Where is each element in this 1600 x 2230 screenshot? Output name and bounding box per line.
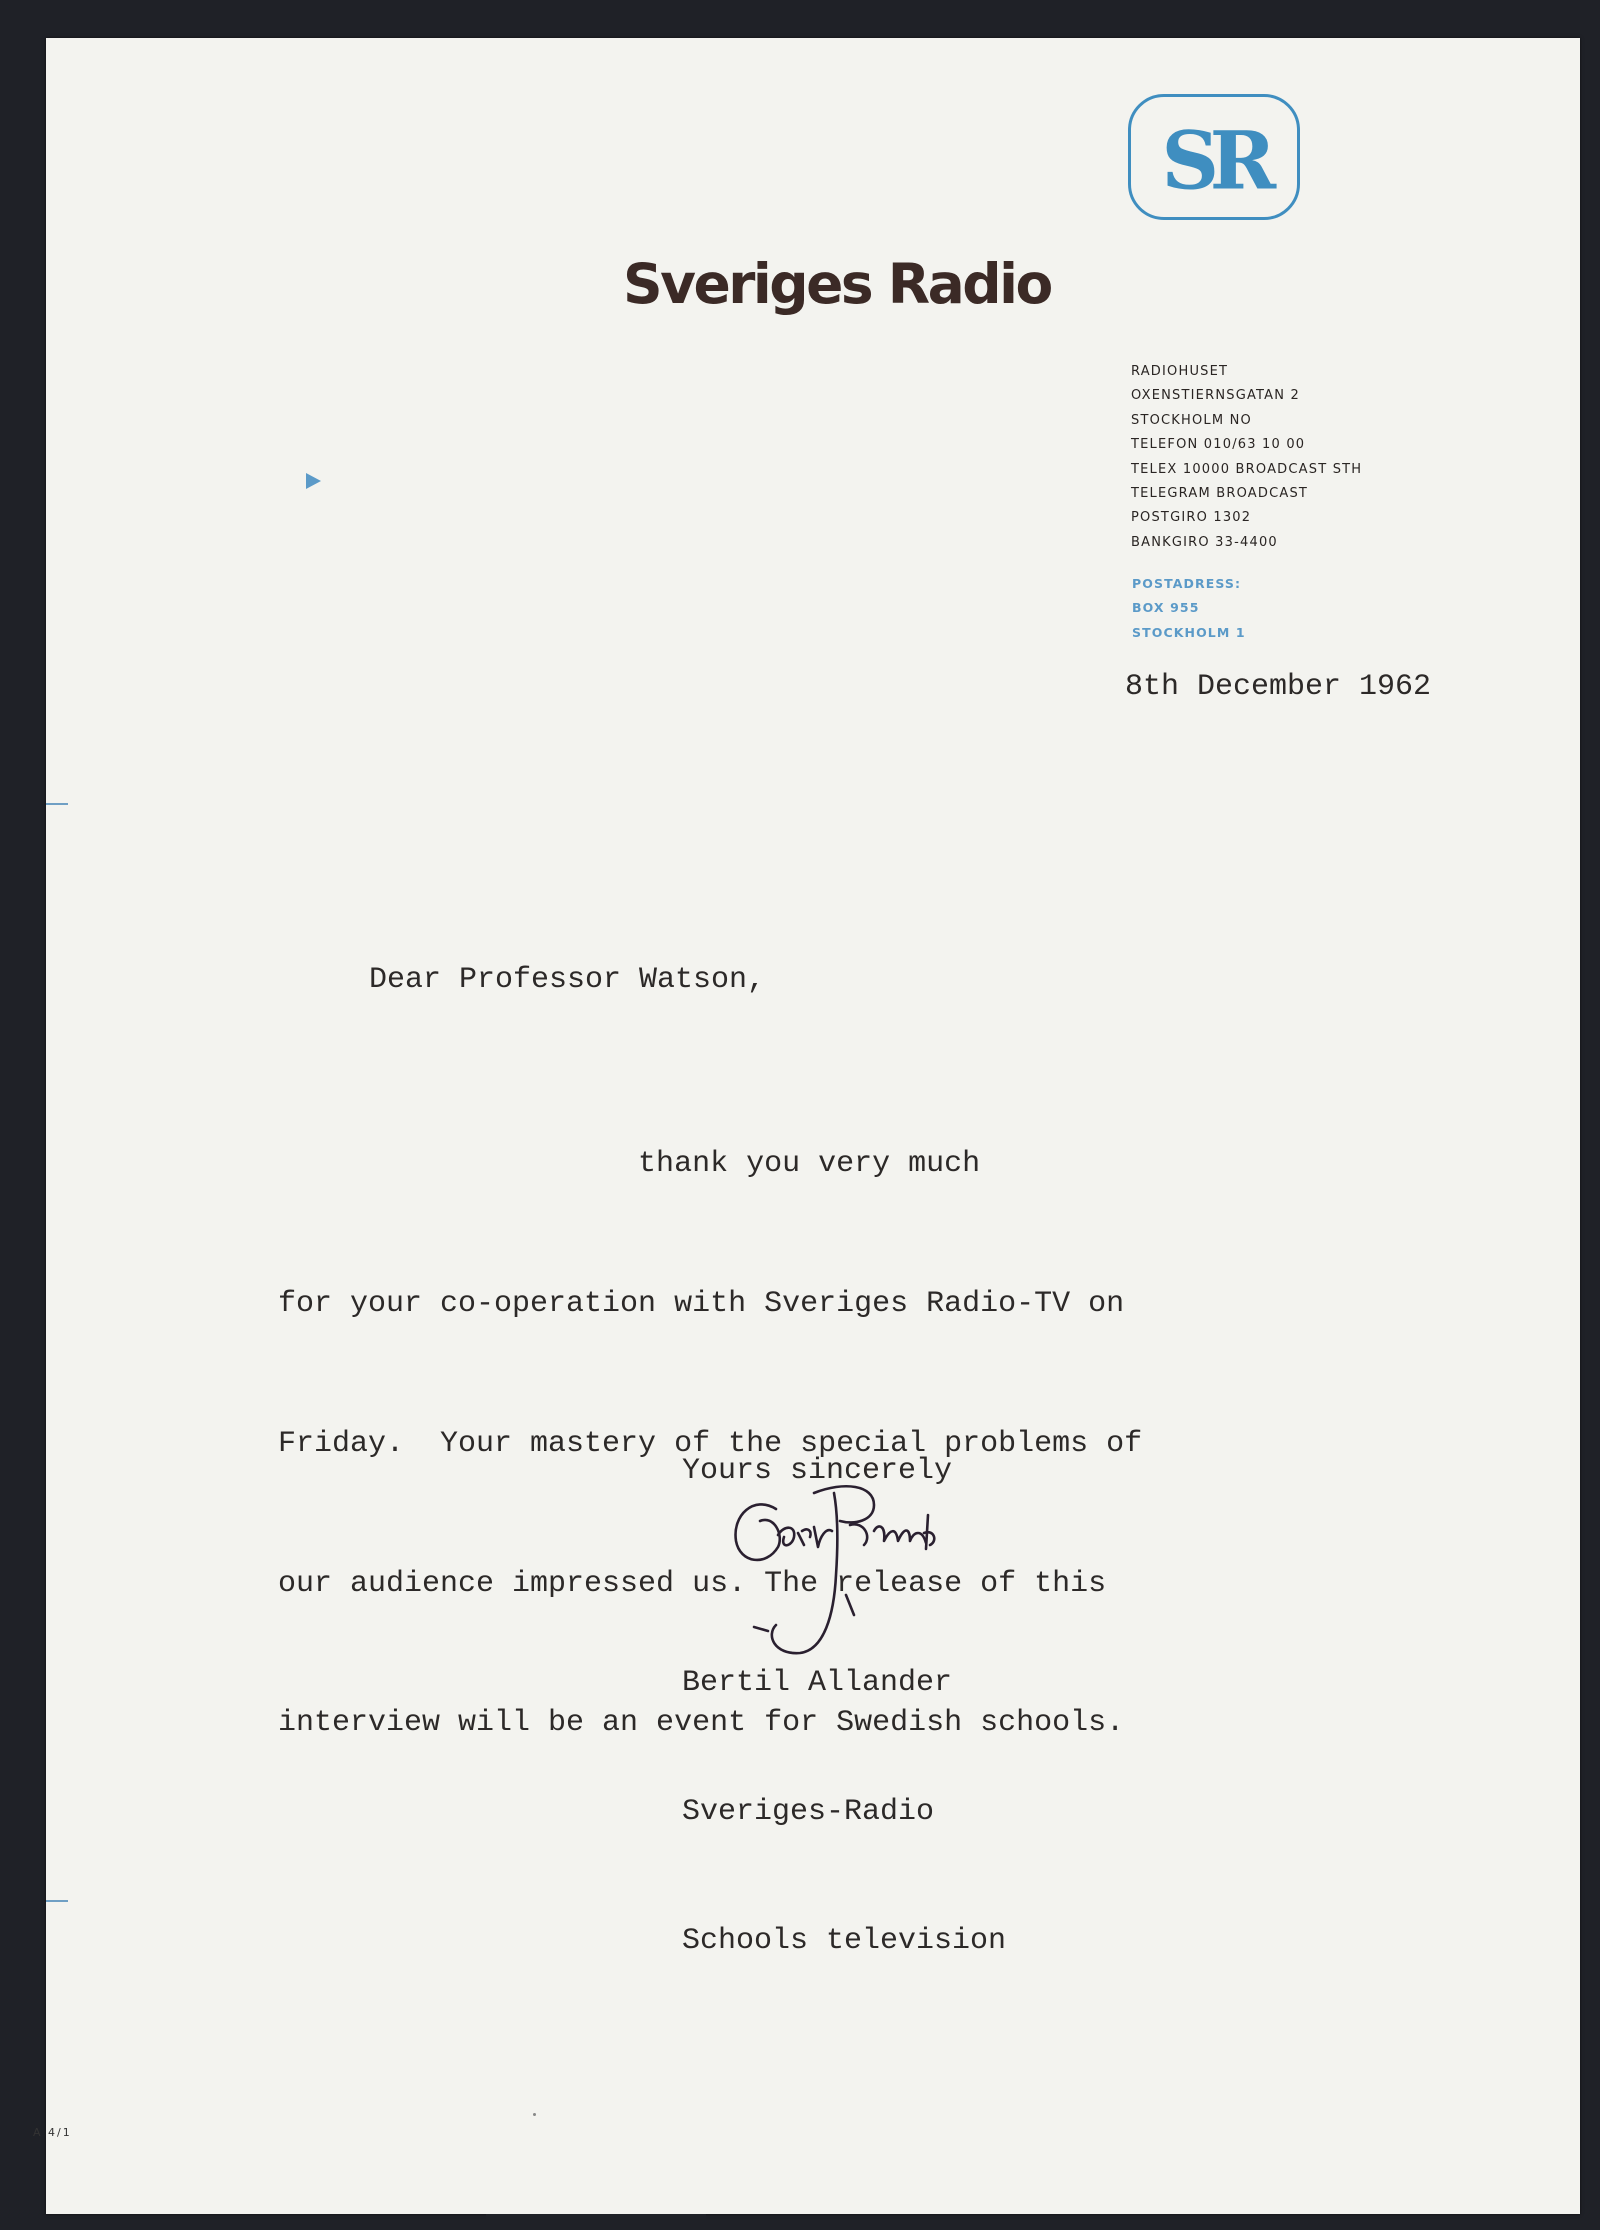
address-line: TELEX 10000 BROADCAST STH [1131, 461, 1363, 477]
letter-salutation: Dear Professor Watson, [369, 963, 766, 997]
postal-line: POSTADRESS: [1132, 576, 1242, 591]
address-line: BANKGIRO 33-4400 [1131, 534, 1278, 550]
postal-line: BOX 955 [1132, 600, 1200, 616]
signer-name: Bertil Allander [682, 1666, 953, 1700]
sr-logo-letters: SR [1161, 113, 1267, 208]
body-line: for your co-operation with Sveriges Radio-TV on [278, 1286, 1125, 1321]
letterhead-address [1131, 360, 1362, 555]
letter-closing: Yours sincerely [682, 1454, 953, 1488]
body-line: our audience impressed us. The release of this [278, 1566, 1107, 1601]
postal-address [1132, 572, 1246, 645]
signature-strokes [714, 1475, 964, 1660]
sr-logo-mark [1131, 97, 1297, 217]
body-line: interview will be an event for Swedish schools. [278, 1706, 1125, 1741]
handwritten-signature [714, 1475, 964, 1660]
letter-date: 8th December 1962 [1125, 670, 1432, 704]
signer-department: Schools television [682, 1924, 1007, 1958]
address-line: TELEGRAM BROADCAST [1131, 486, 1309, 502]
form-code: A 4/1 [33, 2126, 72, 2139]
edge-mark-upper [46, 803, 68, 805]
address-line: POSTGIRO 1302 [1131, 510, 1252, 526]
sveriges-radio-wordmark: Sveriges Radio [623, 252, 1051, 316]
address-line: TELEFON 010/63 10 00 [1131, 437, 1306, 453]
address-line: OXENSTIERNSGATAN 2 [1131, 388, 1301, 404]
body-line: Friday. Your mastery of the special problems of [278, 1426, 1143, 1461]
postal-line: STOCKHOLM 1 [1132, 624, 1246, 640]
signer-organization: Sveriges-Radio [682, 1795, 935, 1829]
address-line: RADIOHUSET [1131, 364, 1229, 379]
body-line: thank you very much [278, 1147, 981, 1182]
edge-mark-lower [46, 1900, 68, 1902]
paper-bottom-notch [486, 2214, 706, 2228]
sr-logo [1128, 94, 1300, 220]
address-window-marker-icon [306, 473, 321, 489]
paper-speck [533, 2113, 536, 2116]
address-line: STOCKHOLM NO [1131, 412, 1252, 428]
